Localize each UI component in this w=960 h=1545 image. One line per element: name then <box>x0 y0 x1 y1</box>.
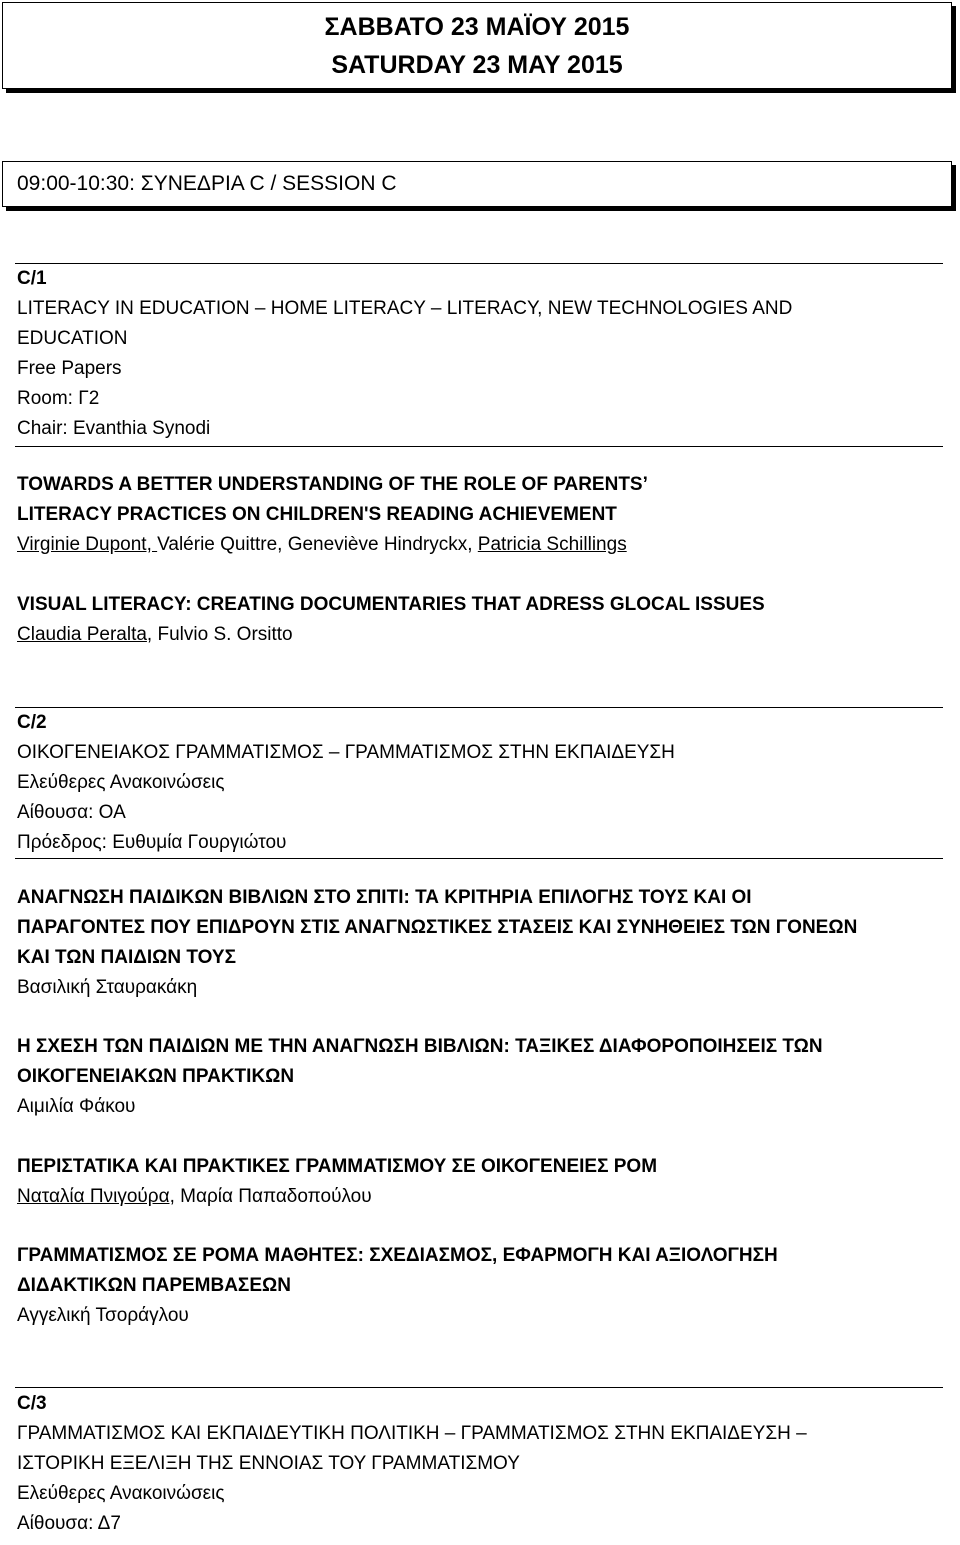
section-type-c3: Ελεύθερες Ανακοινώσεις <box>17 1483 225 1504</box>
date-header-box <box>2 2 952 89</box>
paper-title: Η ΣΧΕΣΗ ΤΩΝ ΠΑΙΔΙΩΝ ΜΕ ΤΗΝ ΑΝΑΓΝΩΣΗ ΒΙΒΛΙΩΝ: ΤΑΞΙΚΕΣ ΔΙΑΦΟΡΟΠΟΙΗΣΕΙΣ ΤΩΝ <box>17 1036 823 1057</box>
paper-title: ΑΝΑΓΝΩΣΗ ΠΑΙΔΙΚΩΝ ΒΙΒΛΙΩΝ ΣΤΟ ΣΠΙΤΙ: ΤΑ ΚΡΙΤΗΡΙΑ ΕΠΙΛΟΓΗΣ ΤΟΥΣ ΚΑΙ ΟΙ <box>17 887 752 908</box>
section-code-c1: C/1 <box>17 268 47 289</box>
paper-title: ΚΑΙ ΤΩΝ ΠΑΙΔΙΩΝ ΤΟΥΣ <box>17 947 236 968</box>
session-header-box <box>2 161 952 207</box>
section-chair-c1: Chair: Evanthia Synodi <box>17 418 211 439</box>
paper-authors <box>17 620 293 650</box>
section-theme-c1-line1: LITERACY IN EDUCATION – HOME LITERACY – LITERACY, NEW TECHNOLOGIES AND <box>17 298 793 319</box>
section-chair-c2: Πρόεδρος: Ευθυμία Γουργιώτου <box>17 832 287 853</box>
paper-authors: Αιμιλία Φάκου <box>17 1096 136 1117</box>
paper-title: TOWARDS A BETTER UNDERSTANDING OF THE ROLE OF PARENTS’ <box>17 474 648 495</box>
paper-title: ΓΡΑΜΜΑΤΙΣΜΟΣ ΣΕ ΡΟΜΑ ΜΑΘΗΤΕΣ: ΣΧΕΔΙΑΣΜΟΣ, ΕΦΑΡΜΟΓΗ ΚΑΙ ΑΞΙΟΛΟΓΗΣΗ <box>17 1245 778 1266</box>
section-theme-c3-line1: ΓΡΑΜΜΑΤΙΣΜΟΣ ΚΑΙ ΕΚΠΑΙΔΕΥΤΙΚΗ ΠΟΛΙΤΙΚΗ – ΓΡΑΜΜΑΤΙΣΜΟΣ ΣΤΗΝ ΕΚΠΑΙΔΕΥΣΗ – <box>17 1423 807 1444</box>
section-code-c2: C/2 <box>17 712 47 733</box>
date-english: SATURDAY 23 MAY 2015 <box>331 51 623 79</box>
paper-title: LITERACY PRACTICES ON CHILDREN'S READING ACHIEVEMENT <box>17 504 617 525</box>
chair-divider <box>15 858 943 859</box>
section-divider <box>15 707 943 708</box>
paper-title: ΔΙΔΑΚΤΙΚΩΝ ΠΑΡΕΜΒΑΣΕΩΝ <box>17 1275 291 1296</box>
paper-authors <box>17 530 627 560</box>
chair-divider <box>15 446 943 447</box>
author-name: Ναταλία Πνιγούρα, <box>17 1186 175 1207</box>
author-name: Claudia Peralta <box>17 624 147 645</box>
section-theme-c2-line1: ΟΙΚΟΓΕΝΕΙΑΚΟΣ ΓΡΑΜΜΑΤΙΣΜΟΣ – ΓΡΑΜΜΑΤΙΣΜΟΣ ΣΤΗΝ ΕΚΠΑΙΔΕΥΣΗ <box>17 742 675 763</box>
section-code-c3: C/3 <box>17 1393 47 1414</box>
section-divider <box>15 263 943 264</box>
paper-authors <box>17 1182 372 1212</box>
paper-authors: Αγγελική Τσοράγλου <box>17 1305 189 1326</box>
paper-title: ΠΑΡΑΓΟΝΤΕΣ ΠΟΥ ΕΠΙΔΡΟΥΝ ΣΤΙΣ ΑΝΑΓΝΩΣΤΙΚΕΣ ΣΤΑΣΕΙΣ ΚΑΙ ΣΥΝΗΘΕΙΕΣ ΤΩΝ ΓΟΝΕΩΝ <box>17 917 858 938</box>
section-room-c3: Αίθουσα: Δ7 <box>17 1513 121 1534</box>
paper-title: ΟΙΚΟΓΕΝΕΙΑΚΩΝ ΠΡΑΚΤΙΚΩΝ <box>17 1066 295 1087</box>
paper-title: ΠΕΡΙΣΤΑΤΙΚΑ ΚΑΙ ΠΡΑΚΤΙΚΕΣ ΓΡΑΜΜΑΤΙΣΜΟΥ ΣΕ ΟΙΚΟΓΕΝΕΙΕΣ ΡΟΜ <box>17 1156 658 1177</box>
section-room-c1: Room: Γ2 <box>17 388 100 409</box>
author-name: Patricia Schillings <box>477 534 627 555</box>
author-name: Μαρία Παπαδοπούλου <box>174 1186 372 1207</box>
section-theme-c1-line2: EDUCATION <box>17 328 128 349</box>
paper-title: VISUAL LITERACY: CREATING DOCUMENTARIES THAT ADRESS GLOCAL ISSUES <box>17 594 765 615</box>
author-name: , Fulvio S. Orsitto <box>146 624 293 645</box>
author-name: Virginie Dupont, <box>17 534 158 555</box>
paper-authors: Βασιλική Σταυρακάκη <box>17 977 198 998</box>
session-title: 09:00-10:30: ΣΥΝΕΔΡΙΑ C / SESSION C <box>17 172 397 195</box>
section-theme-c3-line2: ΙΣΤΟΡΙΚΗ ΕΞΕΛΙΞΗ ΤΗΣ ΕΝΝΟΙΑΣ ΤΟΥ ΓΡΑΜΜΑΤΙΣΜΟΥ <box>17 1453 520 1474</box>
author-name: Valérie Quittre, Geneviève Hindryckx, <box>157 534 478 555</box>
section-room-c2: Αίθουσα: ΟΑ <box>17 802 126 823</box>
section-type-c1: Free Papers <box>17 358 122 379</box>
date-greek: ΣΑΒΒΑΤΟ 23 ΜΑΪΟΥ 2015 <box>324 13 630 41</box>
section-divider <box>15 1387 943 1388</box>
section-type-c2: Ελεύθερες Ανακοινώσεις <box>17 772 225 793</box>
